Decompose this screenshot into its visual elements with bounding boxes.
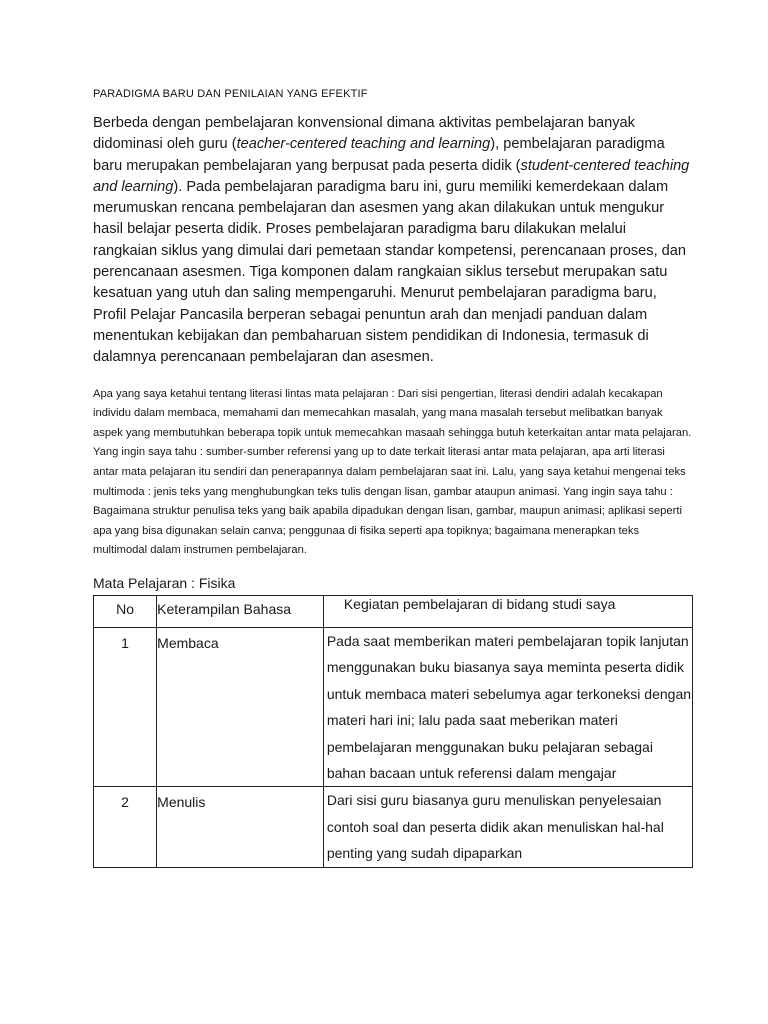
row-skill-text: Membaca xyxy=(157,634,219,651)
activity-table xyxy=(93,595,693,868)
header-no: No xyxy=(94,595,157,627)
table-header-row xyxy=(94,595,693,627)
header-skill: Keterampilan Bahasa xyxy=(157,595,324,627)
row-activity: Pada saat memberikan materi pembelajaran topik lanjutan menggunakan buku biasanya saya meminta peserta didik untuk membaca materi sebelumya agar terkoneksi dengan materi hari ini; lalu pada saat meberikan materi pembelajaran menggunakan buku pelajaran sebagai bahan bacaan untuk referensi dalam mengajar xyxy=(323,627,692,786)
row-skill-text: Menulis xyxy=(157,794,206,811)
intro-italic-2: student-centered teaching and learning xyxy=(93,157,690,195)
row-skill xyxy=(157,627,324,786)
intro-text-3: ). Pada pembelajaran paradigma baru ini, guru memiliki kemerdekaan dalam merumuskan rencana pembelajaran dan asesmen yang akan dilakukan untuk mengukur hasil belajar peserta didik. Proses pembelajaran paradigma baru dilakukan melalui rangkaian siklus yang dimulai dari pemetaan standar kompetensi, perencanaan proses, dan perencanaan asesmen. Tiga komponen dalam rangkaian siklus tersebut merupakan satu kesatuan yang utuh dan saling mempengaruhi. Menurut pembelajaran paradigma baru, Profil Pelajar Pancasila berperan sebagai penuntun arah dan menjadi panduan dalam menentukan kebijakan dan pembaharuan sistem pendidikan di Indonesia, termasuk di dalamnya perencanaan pembelajaran dan asesmen. xyxy=(93,178,687,366)
row-no: 1 xyxy=(94,627,157,786)
intro-text-1: Berbeda dengan pembelajaran konvensional dimana aktivitas pembelajaran banyak didominasi oleh guru ( xyxy=(93,115,635,153)
row-no: 2 xyxy=(94,787,157,867)
literacy-paragraph: Apa yang saya ketahui tentang literasi lintas mata pelajaran : Dari sisi pengertian, literasi dendiri adalah kecakapan individu dalam membaca, memahami dan memecahkan masalah, yang mana masalah tersebut melibatkan banyak aspek yang membutuhkan beberapa topik untuk memecahkan masaah sehingga butuh keterkaitan antar mata pelajaran. Yang ingin saya tahu : sumber-sumber referensi yang up to date terkait literasi antar mata pelajaran, apa arti literasi antar mata pelajaran itu sendiri dan penerapannya dalam pembelajaran saat ini. Lalu, yang saya ketahui mengenai teks multimoda : jenis teks yang menghubungkan teks tulis dengan lisan, gambar ataupun animasi. Yang ingin saya tahu : Bagaimana struktur penulisa teks yang baik apabila dipadukan dengan lisan, gambar, maupun animasi; aplikasi seperti apa yang bisa digunakan selain canva; penggunaa di fisika seperti apa topiknya; bagaimana menerapkan teks multimodal dalam instrumen pembelajaran. xyxy=(93,387,692,557)
intro-paragraph xyxy=(93,113,693,369)
intro-italic-1: teacher-centered teaching and learning xyxy=(236,136,491,153)
table-row xyxy=(94,627,693,786)
document-page xyxy=(93,88,693,868)
subject-label: Mata Pelajaran : Fisika xyxy=(93,574,236,591)
row-skill xyxy=(157,787,324,867)
table-row xyxy=(94,787,693,867)
intro-text-2: ), pembelajaran paradigma baru merupakan pembelajaran yang berpusat pada peserta didik ( xyxy=(93,136,665,174)
row-activity: Dari sisi guru biasanya guru menuliskan penyelesaian contoh soal dan peserta didik akan menuliskan hal-hal penting yang sudah dipaparkan xyxy=(323,787,692,867)
document-title: PARADIGMA BARU DAN PENILAIAN YANG EFEKTIF xyxy=(93,88,368,100)
header-activity: Kegiatan pembelajaran di bidang studi saya xyxy=(323,595,692,627)
